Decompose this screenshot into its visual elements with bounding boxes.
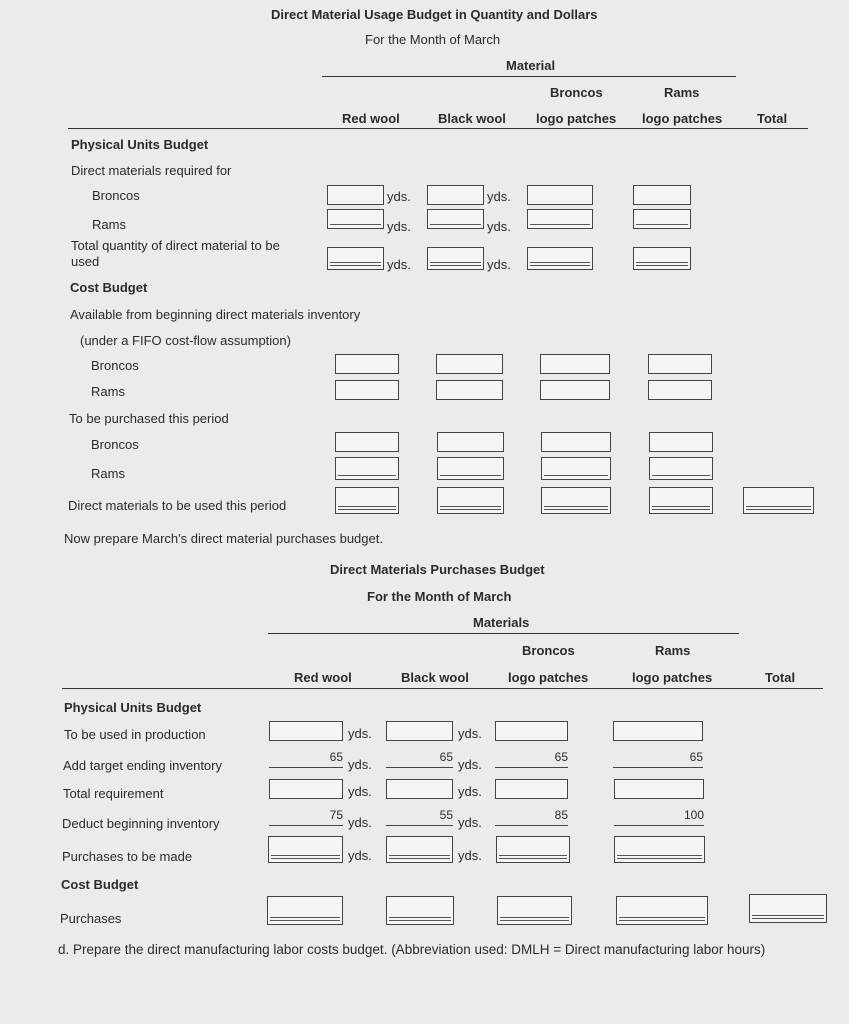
usage-total-black-input[interactable]	[427, 247, 484, 270]
usage-col-total: Total	[757, 111, 788, 126]
usage-broncos-label: Broncos	[92, 188, 140, 203]
usage-header-rule	[68, 128, 808, 129]
usage-group-header: Material	[506, 58, 556, 73]
purch-made-red-input[interactable]	[268, 836, 343, 863]
purch-totalreq-red-input[interactable]	[269, 779, 343, 799]
purchases-group-rule	[268, 633, 739, 634]
usage-broncos-broncos-input[interactable]	[527, 185, 593, 205]
purch-total-req-label: Total requirement	[63, 786, 164, 801]
beginning-inv-broncos-value: 85	[554, 808, 568, 822]
target-ending-red-value: 65	[329, 750, 343, 764]
cost-avail-broncos-red[interactable]	[335, 354, 399, 374]
underline	[495, 825, 568, 826]
cost-used-black[interactable]	[437, 487, 504, 514]
underline	[386, 825, 453, 826]
usage-purch-rams-label: Rams	[91, 466, 125, 481]
target-ending-broncos-value: 65	[554, 750, 568, 764]
cost-avail-rams-rams[interactable]	[648, 380, 712, 400]
purch-made-black-input[interactable]	[386, 836, 453, 863]
usage-col-broncos-top: Broncos	[550, 85, 603, 100]
cost-used-broncos[interactable]	[541, 487, 611, 514]
unit-label: yds.	[487, 257, 511, 272]
part-d-instruction: d. Prepare the direct manufacturing labor costs budget. (Abbreviation used: DMLH = Direct manufacturing labor hours)	[58, 942, 766, 957]
purch-col-red-wool: Red wool	[294, 670, 352, 685]
purch-made-rams-input[interactable]	[614, 836, 705, 863]
purch-used-rams-input[interactable]	[613, 721, 703, 741]
underline	[614, 825, 704, 826]
purch-cost-red-input[interactable]	[267, 896, 343, 925]
underline	[386, 767, 453, 768]
usage-purch-broncos-label: Broncos	[91, 437, 139, 452]
purch-totalreq-black-input[interactable]	[386, 779, 453, 799]
usage-to-be-purchased-label: To be purchased this period	[69, 411, 229, 426]
cost-purch-broncos-broncos[interactable]	[541, 432, 611, 452]
purch-cost-total-input[interactable]	[749, 894, 827, 923]
unit-label: yds.	[458, 784, 482, 799]
cost-purch-broncos-rams[interactable]	[649, 432, 713, 452]
usage-rams-red-input[interactable]	[327, 209, 384, 229]
usage-total-broncos-input[interactable]	[527, 247, 593, 270]
purchases-title: Direct Materials Purchases Budget	[330, 562, 545, 577]
purch-cost-broncos-input[interactable]	[497, 896, 572, 925]
purch-used-label: To be used in production	[64, 727, 206, 742]
cost-avail-broncos-broncos[interactable]	[540, 354, 610, 374]
purch-made-broncos-input[interactable]	[496, 836, 570, 863]
purch-used-black-input[interactable]	[386, 721, 453, 741]
cost-avail-broncos-rams[interactable]	[648, 354, 712, 374]
unit-label: yds.	[458, 848, 482, 863]
usage-rams-broncos-input[interactable]	[527, 209, 593, 229]
underline	[269, 825, 343, 826]
usage-group-rule	[322, 76, 736, 77]
usage-total-red-input[interactable]	[327, 247, 384, 270]
purchases-group-header: Materials	[473, 615, 530, 630]
purch-col-total: Total	[765, 670, 796, 685]
purch-cost-rams-input[interactable]	[616, 896, 708, 925]
cost-purch-rams-black[interactable]	[437, 457, 504, 480]
usage-cost-rams-label: Rams	[91, 384, 125, 399]
purch-cost-heading: Cost Budget	[61, 877, 139, 892]
usage-total-qty-label-2: used	[71, 254, 100, 269]
unit-label: yds.	[458, 815, 482, 830]
usage-total-qty-label: Total quantity of direct material to be	[71, 238, 280, 253]
underline	[613, 767, 703, 768]
cost-avail-rams-black[interactable]	[436, 380, 503, 400]
unit-label: yds.	[487, 219, 511, 234]
purch-col-black-wool: Black wool	[401, 670, 469, 685]
unit-label: yds.	[348, 848, 372, 863]
purchases-header-rule	[62, 688, 823, 689]
usage-title: Direct Material Usage Budget in Quantity and Dollars	[271, 7, 598, 22]
beginning-inv-red-value: 75	[329, 808, 343, 822]
usage-available-label: Available from beginning direct materials inventory	[70, 307, 361, 322]
usage-fifo-label: (under a FIFO cost-flow assumption)	[80, 333, 291, 348]
unit-label: yds.	[348, 784, 372, 799]
purch-to-be-made-label: Purchases to be made	[62, 849, 193, 864]
target-ending-black-value: 65	[439, 750, 453, 764]
usage-broncos-black-input[interactable]	[427, 185, 484, 205]
cost-used-red[interactable]	[335, 487, 399, 514]
cost-avail-rams-red[interactable]	[335, 380, 399, 400]
usage-col-broncos-bottom: logo patches	[536, 111, 617, 126]
usage-col-red-wool: Red wool	[342, 111, 400, 126]
usage-cost-broncos-label: Broncos	[91, 358, 139, 373]
unit-label: yds.	[458, 757, 482, 772]
usage-col-rams-top: Rams	[664, 85, 700, 100]
purch-col-rams-top: Rams	[655, 643, 691, 658]
cost-used-total[interactable]	[743, 487, 814, 514]
cost-used-rams[interactable]	[649, 487, 713, 514]
underline	[495, 767, 568, 768]
purch-used-red-input[interactable]	[269, 721, 343, 741]
beginning-inv-black-value: 55	[439, 808, 453, 822]
purch-totalreq-rams-input[interactable]	[614, 779, 704, 799]
usage-col-black-wool: Black wool	[438, 111, 506, 126]
unit-label: yds.	[387, 219, 411, 234]
unit-label: yds.	[487, 189, 511, 204]
usage-dm-required-label: Direct materials required for	[71, 163, 232, 178]
usage-subtitle: For the Month of March	[365, 32, 501, 47]
beginning-inv-rams-value: 100	[683, 808, 704, 822]
purch-add-target-label: Add target ending inventory	[63, 758, 222, 773]
usage-rams-label: Rams	[92, 217, 126, 232]
cost-purch-broncos-black[interactable]	[437, 432, 504, 452]
purch-cost-black-input[interactable]	[386, 896, 454, 925]
usage-broncos-rams-input[interactable]	[633, 185, 691, 205]
underline	[269, 767, 343, 768]
purch-purchases-label: Purchases	[60, 911, 122, 926]
cost-purch-rams-rams[interactable]	[649, 457, 713, 480]
purch-totalreq-broncos-input[interactable]	[495, 779, 568, 799]
purch-col-broncos-top: Broncos	[522, 643, 575, 658]
cost-avail-broncos-black[interactable]	[436, 354, 503, 374]
cost-avail-rams-broncos[interactable]	[540, 380, 610, 400]
purch-used-broncos-input[interactable]	[495, 721, 568, 741]
purch-physical-heading: Physical Units Budget	[64, 700, 202, 715]
unit-label: yds.	[348, 757, 372, 772]
cost-purch-broncos-red[interactable]	[335, 432, 399, 452]
usage-col-rams-bottom: logo patches	[642, 111, 723, 126]
purch-deduct-label: Deduct beginning inventory	[62, 816, 220, 831]
unit-label: yds.	[458, 726, 482, 741]
target-ending-rams-value: 65	[689, 750, 703, 764]
usage-total-rams-input[interactable]	[633, 247, 691, 270]
cost-purch-rams-broncos[interactable]	[541, 457, 611, 480]
purchases-subtitle: For the Month of March	[367, 589, 512, 604]
unit-label: yds.	[348, 815, 372, 830]
unit-label: yds.	[348, 726, 372, 741]
purch-col-rams-bottom: logo patches	[632, 670, 713, 685]
usage-rams-rams-input[interactable]	[633, 209, 691, 229]
purch-col-broncos-bottom: logo patches	[508, 670, 589, 685]
usage-dm-used-label: Direct materials to be used this period	[68, 498, 287, 513]
cost-purch-rams-red[interactable]	[335, 457, 399, 480]
usage-physical-heading: Physical Units Budget	[71, 137, 209, 152]
usage-rams-black-input[interactable]	[427, 209, 484, 229]
purchases-instruction: Now prepare March's direct material purchases budget.	[64, 531, 383, 546]
usage-broncos-red-input[interactable]	[327, 185, 384, 205]
unit-label: yds.	[387, 257, 411, 272]
usage-cost-heading: Cost Budget	[70, 280, 148, 295]
unit-label: yds.	[387, 189, 411, 204]
